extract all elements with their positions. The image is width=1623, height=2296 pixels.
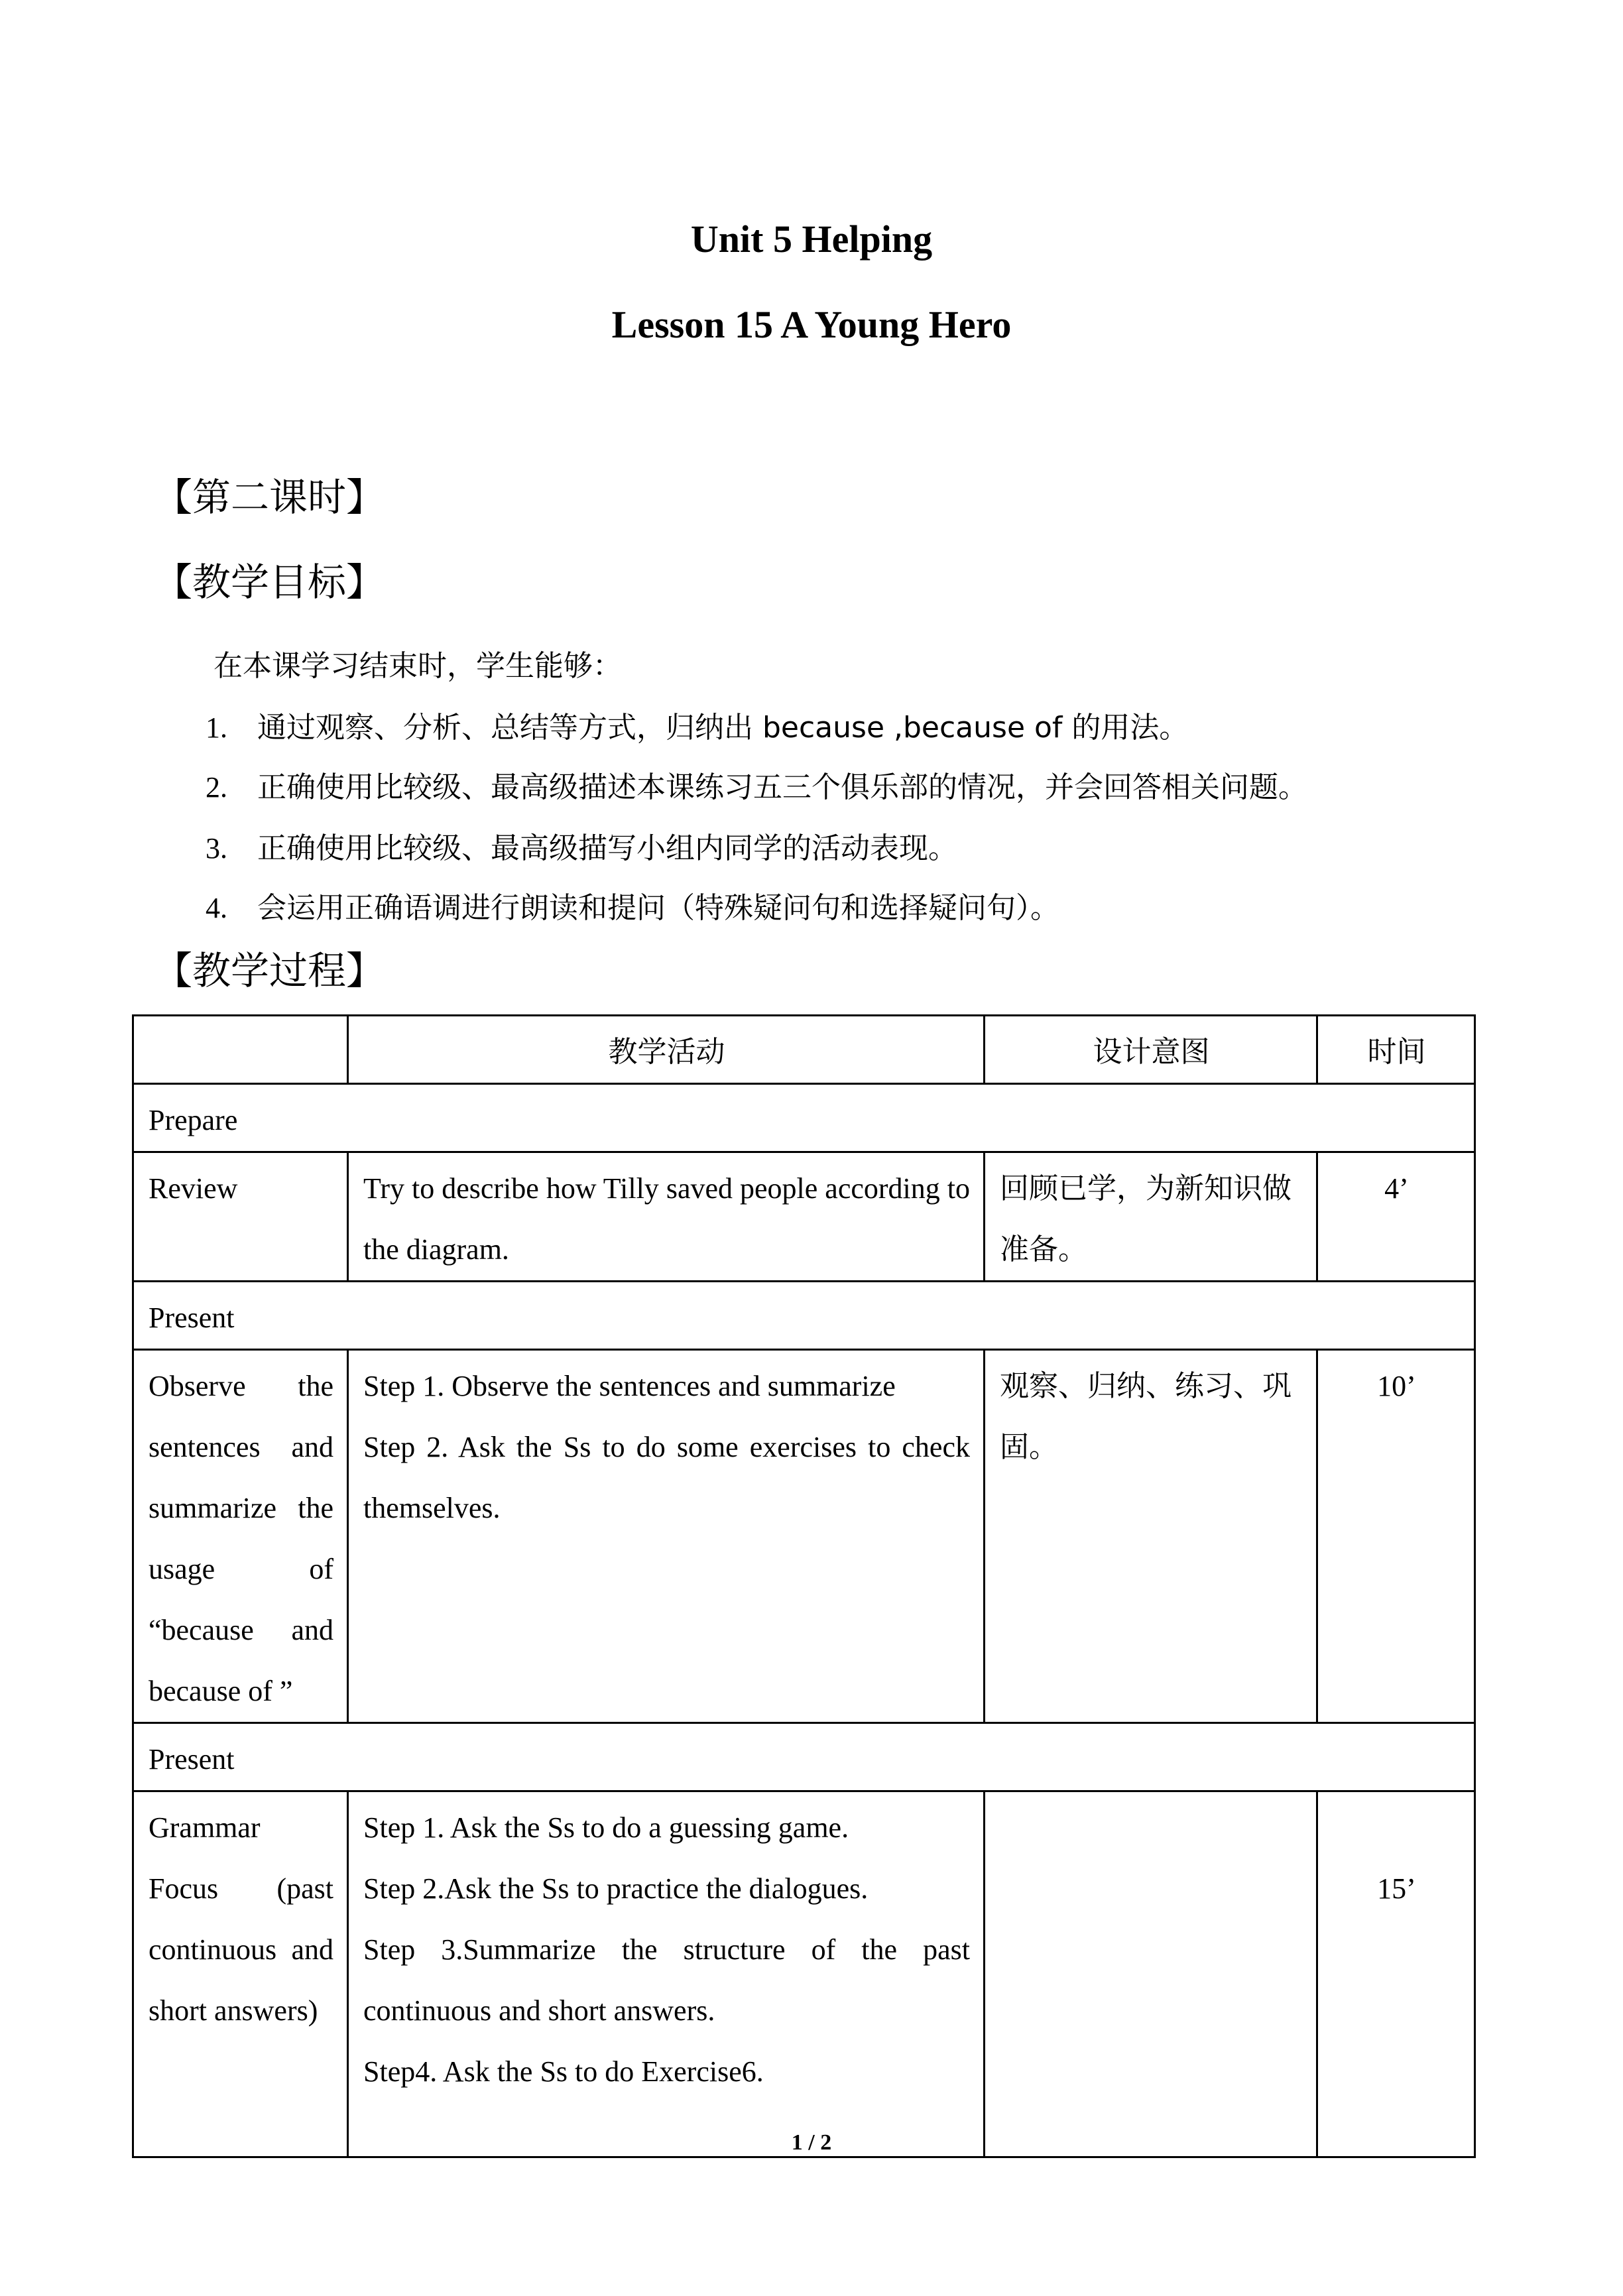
objective-number: 2. [206,771,227,804]
period-heading: 【第二课时】 [154,475,385,520]
intent-cell: 观察、归纳、练习、巩固。 [985,1350,1317,1723]
stage-cell: Review [133,1152,348,1282]
activity-step: Step 1. Observe the sentences and summarize [363,1370,896,1402]
section-cell-present: Present [133,1723,1475,1791]
section-cell-present: Present [133,1282,1475,1350]
header-cell-activity: 教学活动 [348,1016,985,1084]
time-cell: 4’ [1317,1152,1475,1282]
activity-step: Step 2.Ask the Ss to practice the dialogues. [363,1872,869,1905]
table-row [133,1084,1475,1152]
objective-text: 通过观察、分析、总结等方式，归纳出 because ,because of 的用法。 [257,711,1189,745]
intent-cell [985,1791,1317,2157]
section-cell-prepare: Prepare [133,1084,1475,1152]
stage-cell: Observe the sentences and summarize the usage of “because and because of ” [133,1350,348,1723]
objective-number: 4. [206,892,227,924]
objective-item [206,768,1307,808]
header-cell-intent: 设计意图 [985,1016,1317,1084]
objective-text: 正确使用比较级、最高级描述本课练习五三个俱乐部的情况，并会回答相关问题。 [257,770,1307,804]
objective-item [206,829,957,869]
objective-text: 会运用正确语调进行朗读和提问（特殊疑问句和选择疑问句）。 [257,891,1059,925]
objective-item [206,708,1188,748]
table-row [133,1723,1475,1791]
unit-title: Unit 5 Helping [690,217,933,261]
process-heading: 【教学过程】 [154,948,385,993]
header-cell-stage [133,1016,348,1084]
activity-step: Step4. Ask the Ss to do Exercise6. [363,2055,764,2088]
lesson-title: Lesson 15 A Young Hero [611,303,1012,346]
table-row [133,1791,1475,2157]
activity-cell [348,1350,985,1723]
page-number: 1 / 2 [791,2130,832,2155]
table-row [133,1282,1475,1350]
table-row [133,1152,1475,1282]
activity-cell [348,1791,985,2157]
activity-step: Step 1. Ask the Ss to do a guessing game. [363,1811,849,1844]
lesson-process-table [132,1014,1476,2158]
objectives-heading: 【教学目标】 [154,560,385,605]
activity-step: Step 2. Ask the Ss to do some exercises to check themselves. [363,1431,970,1524]
activity-cell: Try to describe how Tilly saved people according to the diagram. [348,1152,985,1282]
activity-step: Step 3.Summarize the structure of the past continuous and short answers. [363,1933,970,2027]
objectives-intro: 在本课学习结束时，学生能够： [213,649,622,683]
table-header-row [133,1016,1475,1084]
objective-number: 3. [206,832,227,865]
time-cell [1317,1791,1475,2157]
time-value: 15’ [1377,1872,1416,1905]
objective-text: 正确使用比较级、最高级描写小组内同学的活动表现。 [257,831,957,865]
objective-item [206,888,1059,928]
header-cell-time: 时间 [1317,1016,1475,1084]
objective-number: 1. [206,711,227,744]
intent-cell: 回顾已学，为新知识做准备。 [985,1152,1317,1282]
table-row [133,1350,1475,1723]
time-cell: 10’ [1317,1350,1475,1723]
stage-cell: Grammar Focus (past continuous and short answers) [133,1791,348,2157]
